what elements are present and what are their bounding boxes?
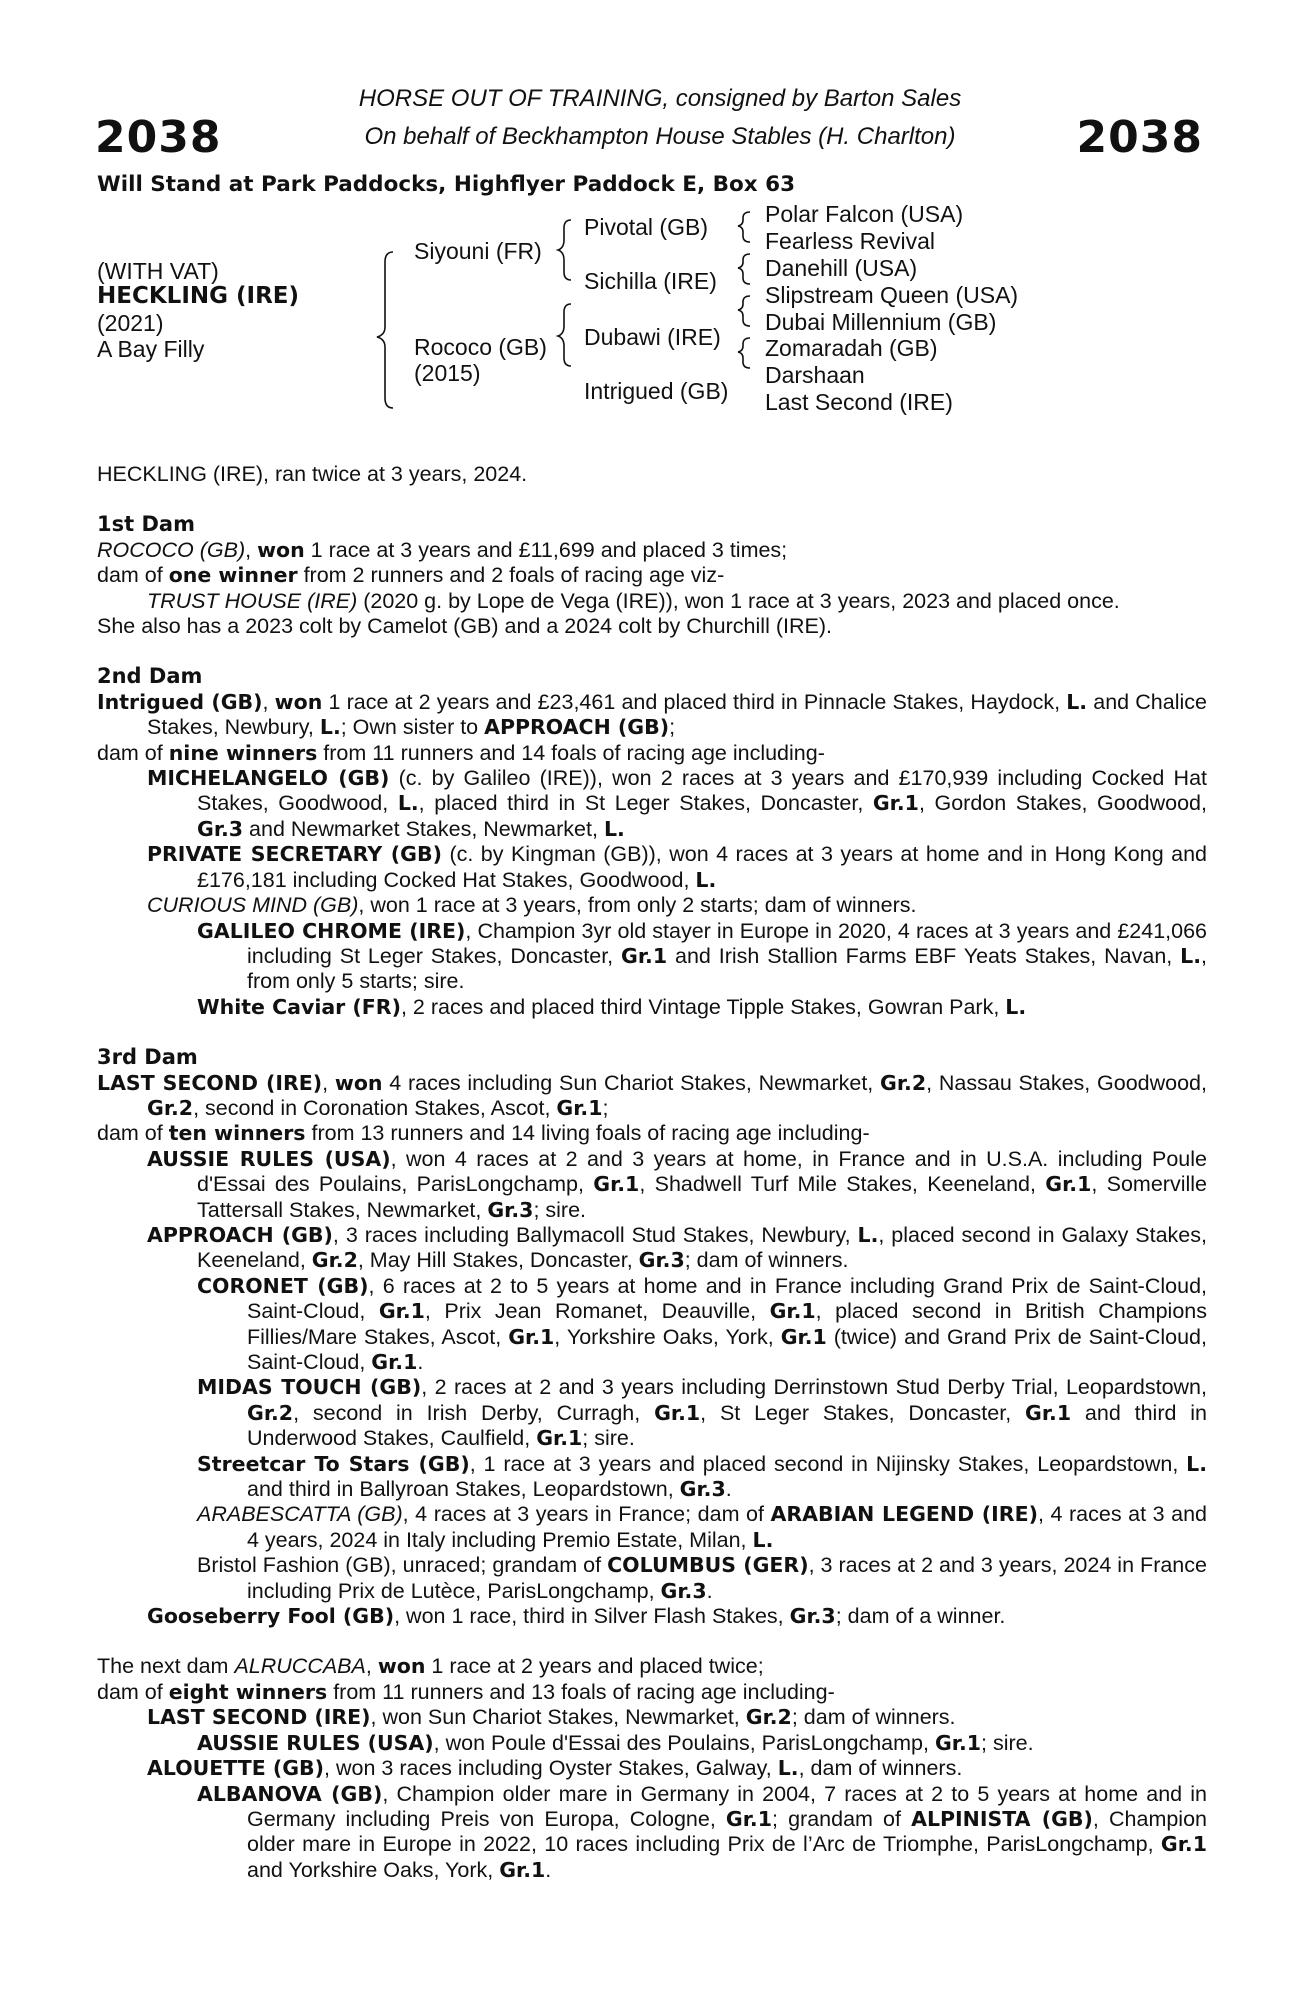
second-dam-produce: dam of nine winners from 11 runners and 14 foals of racing age including- [97,740,825,765]
dam: Rococo (GB) [414,334,547,360]
pedigree-chart [97,200,1227,420]
sire: Siyouni (FR) [414,238,542,264]
sdd: Slipstream Queen (USA) [765,282,1019,308]
dam-sire: Dubawi (IRE) [584,324,721,350]
sss: Polar Falcon (USA) [765,201,964,227]
dds: Darshaan [765,362,865,388]
first-dam-also: She also has a 2023 colt by Camelot (GB) and a 2024 colt by Churchill (IRE). [97,614,832,639]
produce-galileo-chrome: GALILEO CHROME (IRE), Champion 3yr old stayer in Europe in 2020, 4 races at 3 years and £241,066 including St Leger Stakes, Doncaster, Gr.1 and Irish Stallion Farms EBF Yeats Stakes, Navan, L., from only 5 starts; sire. [197,918,1207,994]
produce-curious-mind: CURIOUS MIND (GB), won 1 race at 3 years, from only 2 starts; dam of winners. [147,893,917,918]
next-produce-alouette: ALOUETTE (GB), won 3 races including Oyster Stakes, Galway, L., dam of winners. [147,1756,963,1781]
third-dam-line: LAST SECOND (IRE), won 4 races including Sun Chariot Stakes, Newmarket, Gr.2, Nassau Stakes, Goodwood, Gr.2, second in Coronation Stakes, Ascot, Gr.1; [97,1070,1207,1120]
produce-private-secretary: PRIVATE SECRETARY (GB) (c. by Kingman (GB)), won 4 races at 3 years at home and in Hong Kong and £176,181 including Cocked Hat Stakes, Goodwood, L. [147,842,1207,892]
sds: Danehill (USA) [765,255,918,281]
first-dam-heading: 1st Dam [97,512,195,537]
ssd: Fearless Revival [765,228,935,254]
intro-line: HECKLING (IRE), ran twice at 3 years, 2024. [97,462,528,486]
produce-approach: APPROACH (GB), 3 races including Ballymacoll Stud Stakes, Newbury, L., placed second in Galaxy Stakes, Keeneland, Gr.2, May Hill Stakes, Doncaster, Gr.3; dam of winners. [147,1222,1207,1273]
next-dam-produce: dam of eight winners from 11 runners and 13 foals of racing age including- [97,1679,835,1704]
produce-streetcar-to-stars: Streetcar To Stars (GB), 1 race at 3 years and placed second in Nijinsky Stakes, Leopardstown, L. and third in Ballyroan Stakes, Leopardstown, Gr.3. [197,1451,1208,1502]
produce-bristol-fashion: Bristol Fashion (GB), unraced; grandam of COLUMBUS (GER), 3 races at 2 and 3 years, 2024 in France including Prix de Lutèce, ParisLongchamp, Gr.3. [197,1553,1207,1603]
catalogue-body [97,462,1207,1883]
consign-line-2: On behalf of Beckhampton House Stables (H. Charlton) [364,123,956,150]
produce-white-caviar: White Caviar (FR), 2 races and placed third Vintage Tipple Stakes, Gowran Park, L. [197,994,1027,1019]
produce-midas-touch: MIDAS TOUCH (GB), 2 races at 2 and 3 years including Derrinstown Stud Derby Trial, Leopardstown, Gr.2, second in Irish Derby, Curragh, Gr.1, St Leger Stakes, Doncaster, Gr.1 and third in Underwood Stakes, Caulfield, Gr.1; sire. [197,1375,1207,1451]
dsd: Zomaradah (GB) [765,335,938,361]
horse-name: HECKLING (IRE) [97,283,300,309]
second-dam-heading: 2nd Dam [97,664,203,689]
second-dam-line: Intrigued (GB), won 1 race at 2 years and £23,461 and placed third in Pinnacle Stakes, Haydock, L. and Chalice Stakes, Newbury, L.; Own sister to APPROACH (GB); [97,689,1207,740]
consignment-header [260,80,1060,156]
lot-number-left: 2038 [95,112,222,163]
stand-location: Will Stand at Park Paddocks, Highflyer Paddock E, Box 63 [97,172,796,197]
dss: Dubai Millennium (GB) [765,309,997,335]
horse-year: (2021) [97,310,164,336]
produce-gooseberry-fool: Gooseberry Fool (GB), won 1 race, third in Silver Flash Stakes, Gr.3; dam of a winner. [147,1604,1006,1629]
dam-dam: Intrigued (GB) [584,378,729,404]
produce-trust-house: TRUST HOUSE (IRE) (2020 g. by Lope de Vega (IRE)), won 1 race at 3 years, 2023 and placed once. [147,588,1120,613]
produce-coronet: CORONET (GB), 6 races at 2 to 5 years at home and in France including Grand Prix de Saint-Cloud, Saint-Cloud, Gr.1, Prix Jean Romanet, Deauville, Gr.1, placed second in British Champions Fillies/Mare Stakes, Ascot, Gr.1, Yorkshire Oaks, York, Gr.1 (twice) and Grand Prix de Saint-Cloud, Saint-Cloud, Gr.1. [197,1273,1207,1374]
ddd: Last Second (IRE) [765,389,953,415]
sire-sire: Pivotal (GB) [584,214,708,240]
vat-note: (WITH VAT) [97,258,219,284]
next-produce-albanova: ALBANOVA (GB), Champion older mare in Germany in 2004, 7 races at 2 to 5 years at home and in Germany including Preis von Europa, Cologne, Gr.1; grandam of ALPINISTA (GB), Champion older mare in Europe in 2022, 10 races including Prix de l’Arc de Triomphe, ParisLongchamp, Gr.1 and Yorkshire Oaks, York, Gr.1. [197,1781,1208,1882]
third-dam-heading: 3rd Dam [97,1045,198,1070]
produce-michelangelo: MICHELANGELO (GB) (c. by Galileo (IRE)), won 2 races at 3 years and £170,939 including Cocked Hat Stakes, Goodwood, L., placed third in St Leger Stakes, Doncaster, Gr.1, Gordon Stakes, Goodwood, Gr.3 and Newmarket Stakes, Newmarket, L. [147,766,1207,841]
next-produce-last-second: LAST SECOND (IRE), won Sun Chariot Stakes, Newmarket, Gr.2; dam of winners. [147,1705,956,1730]
third-dam-produce: dam of ten winners from 13 runners and 14 living foals of racing age including- [97,1121,870,1146]
produce-arabescatta: ARABESCATTA (GB), 4 races at 3 years in France; dam of ARABIAN LEGEND (IRE), 4 races at 3 and 4 years, 2024 in Italy including Premio Estate, Milan, L. [197,1502,1207,1552]
consign-line-1: HORSE OUT OF TRAINING, consigned by Barton Sales [358,85,962,112]
first-dam-line: ROCOCO (GB), won 1 race at 3 years and £11,699 and placed 3 times; [97,537,788,562]
next-produce-aussie-rules: AUSSIE RULES (USA), won Poule d'Essai des Poulains, ParisLongchamp, Gr.1; sire. [197,1730,1034,1755]
next-dam-line: The next dam ALRUCCABA, won 1 race at 2 years and placed twice; [97,1654,764,1679]
first-dam-produce: dam of one winner from 2 runners and 2 foals of racing age viz- [97,563,725,588]
produce-aussie-rules: AUSSIE RULES (USA), won 4 races at 2 and 3 years at home, in France and in U.S.A. including Poule d'Essai des Poulains, ParisLongchamp, Gr.1, Shadwell Turf Mile Stakes, Keeneland, Gr.1, Somerville Tattersall Stakes, Newmarket, Gr.3; sire. [147,1146,1207,1222]
horse-sex: A Bay Filly [97,336,205,362]
lot-number-right: 2038 [1076,112,1203,163]
dam-year: (2015) [414,360,481,386]
sire-dam: Sichilla (IRE) [584,268,717,294]
